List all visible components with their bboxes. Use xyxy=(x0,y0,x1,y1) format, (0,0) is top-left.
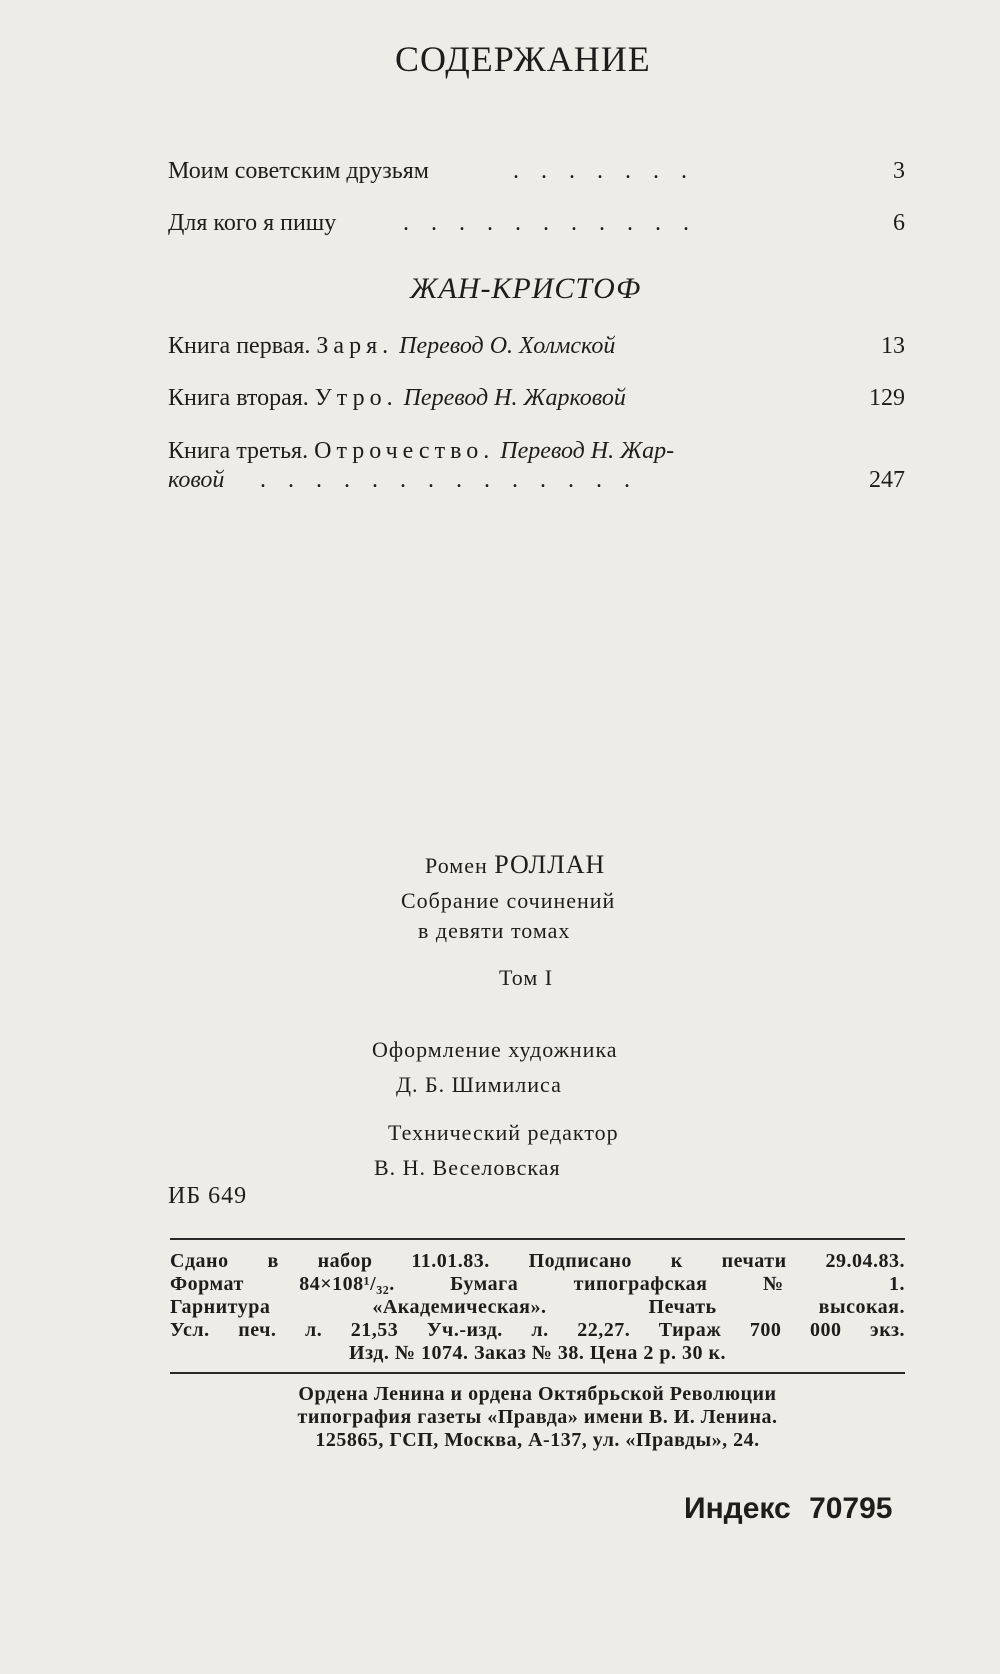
book-translator: Перевод Н. Жар- xyxy=(500,438,675,464)
toc-book-label xyxy=(168,385,626,412)
tech-editor-label: Технический редактор xyxy=(388,1120,619,1145)
book-prefix: Книга третья. xyxy=(168,438,309,464)
toc-page-number: 6 xyxy=(893,210,905,236)
toc-page-number: 247 xyxy=(869,467,905,493)
imprint-line: Гарнитура «Академическая». Печать высокая. xyxy=(170,1296,905,1318)
index-label: Индекс xyxy=(684,1492,791,1525)
printer-line: 125865, ГСП, Москва, А-137, ул. «Правды», 24. xyxy=(315,1429,760,1451)
imprint-line: Формат 84×108¹/₃₂. Бумага типографская № 1. xyxy=(170,1273,905,1295)
imprint-line: Усл. печ. л. 21,53 Уч.-изд. л. 22,27. Тираж 700 000 экз. xyxy=(170,1319,905,1341)
book-translator: Перевод О. Холмской xyxy=(399,333,616,359)
book-name: Заря. xyxy=(316,333,394,359)
toc-book-label xyxy=(168,438,674,465)
edition-line-1: Собрание сочинений xyxy=(401,888,616,913)
toc-leader-dots: . . . . . . . . . . . . . . xyxy=(260,467,638,493)
imprint-rule-top xyxy=(170,1238,905,1240)
design-label: Оформление художника xyxy=(372,1037,618,1062)
imprint-rule-bottom xyxy=(170,1372,905,1374)
toc-item-friends xyxy=(168,158,905,198)
designer-name: Д. Б. Шимилиса xyxy=(396,1072,562,1097)
toc-item-label: Моим советским друзьям xyxy=(168,158,429,184)
toc-item-label: Для кого я пишу xyxy=(168,210,337,236)
printer-line: типография газеты «Правда» имени В. И. Ленина. xyxy=(297,1406,778,1428)
toc-page-number: 13 xyxy=(881,333,905,359)
author-first-name: Ромен xyxy=(425,853,488,878)
imprint-line: Изд. № 1074. Заказ № 38. Цена 2 р. 30 к. xyxy=(349,1342,726,1364)
book-translator-continued: ковой xyxy=(168,467,225,493)
toc-book-2 xyxy=(168,385,905,425)
edition-line-2: в девяти томах xyxy=(418,918,571,943)
section-title: ЖАН-КРИСТОФ xyxy=(410,272,642,305)
toc-book-1 xyxy=(168,333,905,373)
toc-leader-dots: . . . . . . . . . . . xyxy=(403,210,697,236)
index-number: 70795 xyxy=(809,1492,893,1525)
author-last-name: РОЛЛАН xyxy=(494,850,606,879)
imprint-details xyxy=(170,1250,905,1365)
book-name: Отрочество. xyxy=(314,438,495,464)
book-translator: Перевод Н. Жарковой xyxy=(403,385,626,411)
tech-editor-name: В. Н. Веселовская xyxy=(374,1155,561,1180)
toc-book-3-continued xyxy=(168,467,905,507)
book-prefix: Книга первая. xyxy=(168,333,311,359)
ib-number: ИБ 649 xyxy=(168,1183,248,1209)
volume-number: Том I xyxy=(499,965,554,990)
toc-leader-dots: . . . . . . . xyxy=(513,158,695,184)
book-prefix: Книга вторая. xyxy=(168,385,309,411)
index-line xyxy=(684,1492,893,1526)
author-line xyxy=(425,850,605,880)
printer-line: Ордена Ленина и ордена Октябрьской Революции xyxy=(298,1383,777,1405)
printer-details xyxy=(170,1383,905,1452)
toc-item-for-whom xyxy=(168,210,905,250)
toc-book-label xyxy=(168,333,615,360)
toc-page-number: 129 xyxy=(869,385,905,411)
imprint-line: Сдано в набор 11.01.83. Подписано к печати 29.04.83. xyxy=(170,1250,905,1272)
toc-page-number: 3 xyxy=(893,158,905,184)
book-name: Утро. xyxy=(314,385,398,411)
contents-title: СОДЕРЖАНИЕ xyxy=(395,39,651,79)
